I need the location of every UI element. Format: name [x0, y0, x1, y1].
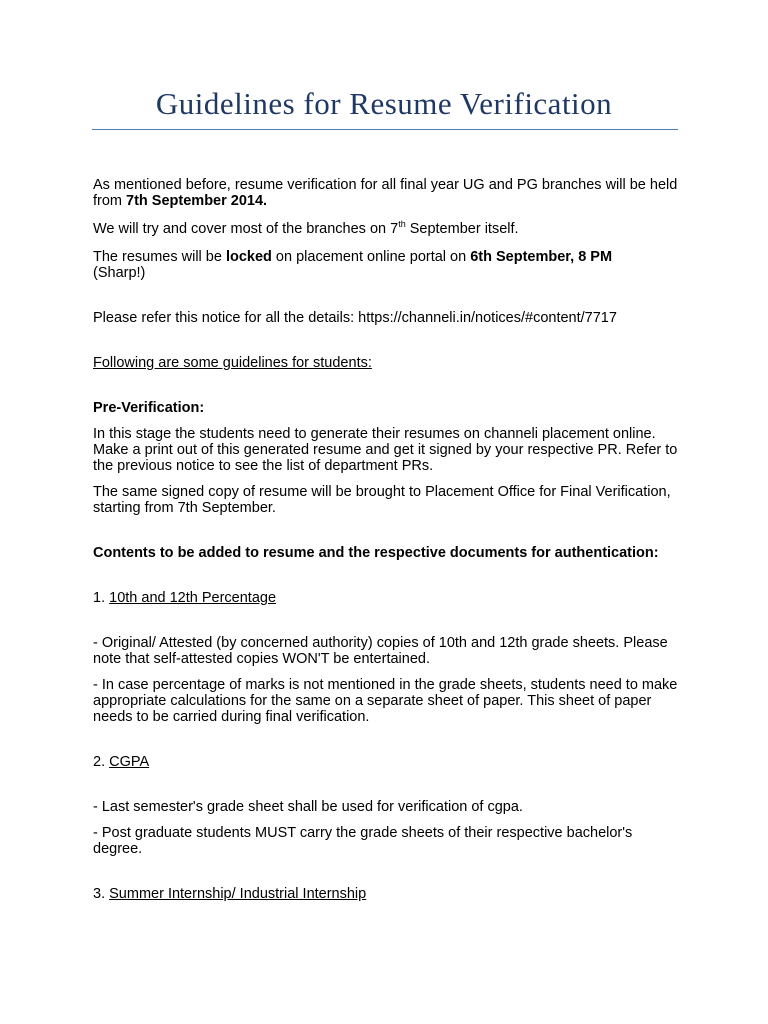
section-heading-1: 1. 10th and 12th Percentage [93, 590, 277, 606]
section-2-item-1: - Last semester's grade sheet shall be used for verification of cgpa. [93, 799, 523, 815]
guidelines-heading: Following are some guidelines for students: [93, 355, 372, 371]
pre-verification-heading: Pre-Verification: [93, 400, 205, 416]
section-1-item-2: - In case percentage of marks is not mentioned in the grade sheets, students need to make appropriate calculations for the same on a separate sheet of paper. This sheet of paper needs to be carried during final verification. [93, 677, 678, 725]
notice-reference: Please refer this notice for all the details: https://channeli.in/notices/#content/7717 [93, 310, 617, 326]
title-underline [92, 129, 678, 130]
pre-verification-paragraph-1: In this stage the students need to generate their resumes on channeli placement online. Make a print out of this generated resume and get it signed by your respective PR. Refer to the previous notice to see the list of department PRs. [93, 426, 678, 474]
intro-paragraph-1: As mentioned before, resume verification for all final year UG and PG branches will be held from 7th September 2014. [93, 177, 678, 209]
document-body [93, 177, 683, 902]
intro-paragraph-3: The resumes will be locked on placement online portal on 6th September, 8 PM (Sharp!) [93, 249, 613, 281]
page-title: Guidelines for Resume Verification [155, 86, 613, 121]
pre-verification-paragraph-2: The same signed copy of resume will be brought to Placement Office for Final Verification, starting from 7th September. [93, 484, 671, 516]
section-heading-2: 2. CGPA [93, 754, 150, 770]
contents-heading: Contents to be added to resume and the respective documents for authentication: [93, 545, 659, 561]
section-1-item-1: - Original/ Attested (by concerned authority) copies of 10th and 12th grade sheets. Please note that self-attested copies WON'T be entertained. [93, 635, 668, 667]
section-heading-3: 3. Summer Internship/ Industrial Internship [93, 886, 367, 902]
intro-paragraph-2: We will try and cover most of the branches on 7th September itself. [93, 219, 519, 237]
section-2-item-2: - Post graduate students MUST carry the grade sheets of their respective bachelor's degree. [93, 825, 633, 857]
